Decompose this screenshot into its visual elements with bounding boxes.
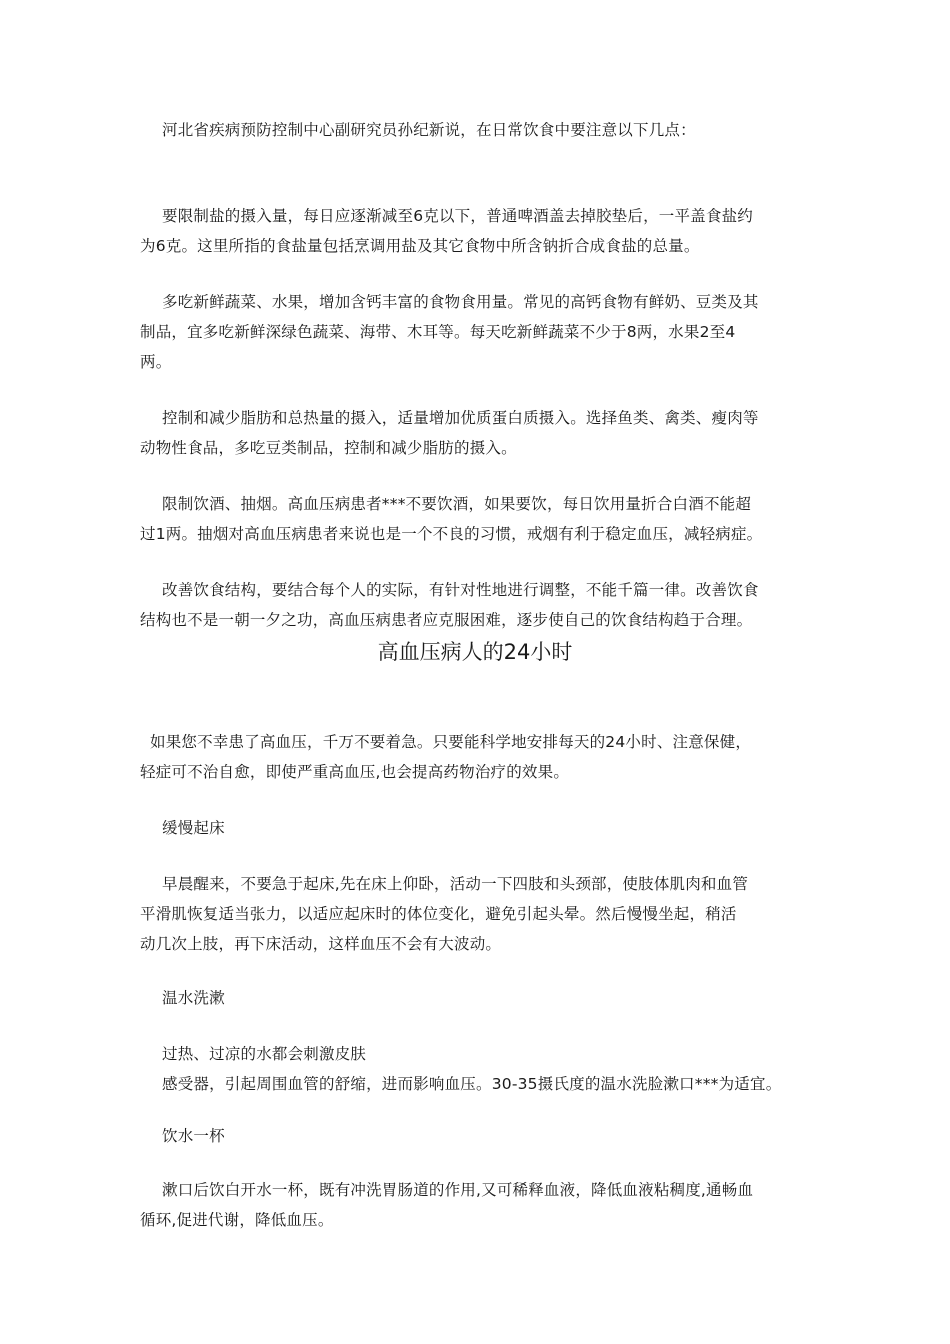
wash-paragraph-line: 过热、过凉的水都会刺激皮肤 xyxy=(162,1045,367,1063)
vegetable-paragraph-line: 制品，宜多吃新鲜深绿色蔬菜、海带、木耳等。每天吃新鲜蔬菜不少于8两，水果2至4 xyxy=(140,323,736,341)
intro-24h-paragraph-line: 轻症可不治自愈，即使严重高血压,也会提高药物治疗的效果。 xyxy=(140,763,570,781)
water-paragraph-line: 漱口后饮白开水一杯，既有冲洗胃肠道的作用,又可稀释血液，降低血液粘稠度,通畅血 xyxy=(162,1181,754,1199)
water-paragraph-line: 循环,促进代谢，降低血压。 xyxy=(140,1211,334,1229)
heading-warm-wash: 温水洗漱 xyxy=(162,989,225,1007)
getup-paragraph-line: 早晨醒来，不要急于起床,先在床上仰卧，活动一下四肢和头颈部，使肢体肌肉和血管 xyxy=(162,875,749,893)
fat-paragraph-line: 动物性食品，多吃豆类制品，控制和减少脂肪的摄入。 xyxy=(140,439,517,457)
diet-paragraph-line: 结构也不是一朝一夕之功，高血压病患者应克服困难，逐步使自己的饮食结构趋于合理。 xyxy=(140,611,753,629)
getup-paragraph-line: 动几次上肢，再下床活动，这样血压不会有大波动。 xyxy=(140,935,502,953)
intro-24h-paragraph-line: 如果您不幸患了高血压，千万不要着急。只要能科学地安排每天的24小时、注意保健， xyxy=(150,733,752,751)
heading-slow-getup: 缓慢起床 xyxy=(162,819,225,837)
fat-paragraph-line: 控制和减少脂肪和总热量的摄入，适量增加优质蛋白质摄入。选择鱼类、禽类、瘦肉等 xyxy=(162,409,759,427)
getup-paragraph-line: 平滑肌恢复适当张力，以适应起床时的体位变化，避免引起头晕。然后慢慢坐起，稍活 xyxy=(140,905,737,923)
vegetable-paragraph-line: 两。 xyxy=(140,353,172,371)
wash-paragraph-line: 感受器，引起周围血管的舒缩，进而影响血压。30-35摄氏度的温水洗脸漱口***为适宜。 xyxy=(162,1075,782,1093)
salt-paragraph-line: 为6克。这里所指的食盐量包括烹调用盐及其它食物中所含钠折合成食盐的总量。 xyxy=(140,237,700,255)
section-title: 高血压病人的24小时 xyxy=(377,640,573,664)
alcohol-paragraph-line: 限制饮酒、抽烟。高血压病患者***不要饮酒，如果要饮，每日饮用量折合白酒不能超 xyxy=(162,495,752,513)
heading-drink-water: 饮水一杯 xyxy=(162,1127,225,1145)
alcohol-paragraph-line: 过1两。抽烟对高血压病患者来说也是一个不良的习惯，戒烟有利于稳定血压，减轻病症。 xyxy=(140,525,763,543)
vegetable-paragraph-line: 多吃新鲜蔬菜、水果，增加含钙丰富的食物食用量。常见的高钙食物有鲜奶、豆类及其 xyxy=(162,293,759,311)
intro-paragraph: 河北省疾病预防控制中心副研究员孙纪新说，在日常饮食中要注意以下几点： xyxy=(162,121,696,139)
salt-paragraph-line: 要限制盐的摄入量，每日应逐渐减至6克以下，普通啤酒盖去掉胶垫后，一平盖食盐约 xyxy=(162,207,753,225)
diet-paragraph-line: 改善饮食结构，要结合每个人的实际，有针对性地进行调整，不能千篇一律。改善饮食 xyxy=(162,581,759,599)
